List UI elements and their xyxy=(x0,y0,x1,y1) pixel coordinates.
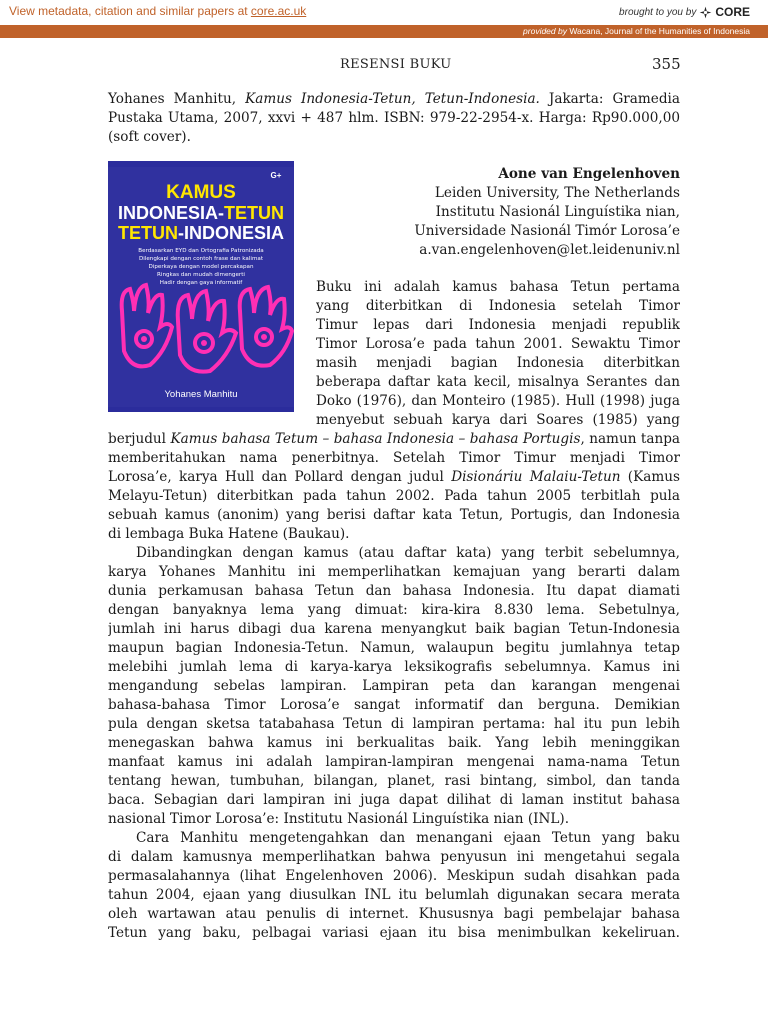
publisher-mark: G+ xyxy=(270,171,282,180)
provided-by-label: provided by xyxy=(523,26,567,36)
cover-title-line3b: -INDONESIA xyxy=(177,223,285,243)
brought-by-label: brought to you by xyxy=(619,6,697,18)
body-line: melebihi jumlah lema di karya-karya leksikografis sebelumnya. Kamus ini xyxy=(108,659,680,675)
body-line: jumlah ini harus dibagi dua karena menyangkut baik bagian Tetun-Indonesia xyxy=(108,621,680,637)
reviewer-name: Aone van Engelenhoven xyxy=(498,166,680,182)
review-body xyxy=(108,278,680,943)
italic-title: Disionáriu Malaiu-Tetun xyxy=(451,469,621,485)
citation-line: Yohanes Manhitu, Kamus Indonesia-Tetun, Tetun-Indonesia. Jakarta: Gramedia xyxy=(108,91,680,107)
brought-by[interactable] xyxy=(619,5,750,19)
running-head-title: RESENSI BUKU xyxy=(340,57,452,72)
body-line: tahun 2004, ejaan yang diusulkan INL itu belumlah digunakan secara merata xyxy=(108,887,680,903)
body-line: oleh wartawan atau penulis di internet. Khususnya bagi pembelajar bahasa xyxy=(108,906,680,922)
body-line: maupun bagian Indonesia-Tetun. Namun, walaupun begitu jumlahnya tetap xyxy=(108,640,680,656)
body-line: masih menjadi bagian Indonesia diterbitkan xyxy=(316,355,680,371)
body-line: Tetun yang baku, pelbagai variasi ejaan itu bisa menimbulkan kekeliruan. xyxy=(108,925,680,941)
body-line: baca. Sebagian dari lampiran ini juga dapat dilihat di laman institut bahasa xyxy=(108,792,680,808)
italic-title: Kamus Indonesia-Tetun, Tetun-Indonesia. xyxy=(245,91,540,107)
body-line: sebuah kamus (anonim) yang berisi daftar kata Tetun, Portugis, dan Indonesia xyxy=(108,507,680,523)
body-line: beberapa daftar kata kecil, misalnya Serantes dan xyxy=(316,374,680,390)
body-line: tentang hewan, tumbuhan, bilangan, planet, rasi bintang, simbol, dan tanda xyxy=(108,773,680,789)
body-line: dengan banyaknya lema yang dimuat: kira-kira 8.830 lema. Sebetulnya, xyxy=(108,602,680,618)
cover-blurb: Dilengkapi dengan contoh frase dan kalimat xyxy=(138,256,264,262)
provided-by-text[interactable] xyxy=(523,26,750,36)
body-line: Doko (1976), dan Monteiro (1985). Hull (1998) juga xyxy=(316,393,680,409)
body-line: yang diterbitkan di Indonesia setelah Timor xyxy=(316,298,680,314)
cover-blurb: Diperkaya dengan model percakapan xyxy=(148,264,254,270)
cover-title-line2 xyxy=(118,203,284,223)
body-line: dunia perkamusan bahasa Tetun dan bahasa Indonesia. Itu dapat diamati xyxy=(108,583,680,599)
body-line: pula dengan sketsa tatabahasa Tetun di lampiran pertama: hal itu pun lebih xyxy=(108,716,680,732)
body-line: Cara Manhitu mengetengahkan dan menangani ejaan Tetun yang baku xyxy=(136,830,680,846)
reviewer-email: a.van.engelenhoven@let.leidenuniv.nl xyxy=(419,242,680,258)
cover-blurb: Berdasarkan EYD dan Ortografia Patronizada xyxy=(138,248,264,254)
core-brand: CORE xyxy=(715,5,750,19)
body-line: menyebut sebuah karya dari Soares (1985) yang xyxy=(316,412,680,428)
body-line: memberitahukan nama penerbitnya. Setelah Timor Timur menjadi Timor xyxy=(108,450,680,466)
citation-line: (soft cover). xyxy=(108,129,191,145)
core-link-anchor[interactable]: core.ac.uk xyxy=(250,4,307,18)
cover-title-line2a: INDONESIA- xyxy=(117,203,225,223)
body-line: mengandung sebelas lampiran. Lampiran peta dan karangan mengenai xyxy=(108,678,680,694)
body-line: Melayu-Tetun) diterbitkan pada tahun 2002. Pada tahun 2005 terbitlah pula xyxy=(108,488,680,504)
body-line: menegaskan bahwa kamus ini berkualitas baik. Yang lebih meninggikan xyxy=(108,735,680,751)
body-line: Timur lepas dari Indonesia menjadi republik xyxy=(316,317,680,333)
body-line: di dalam kamusnya memperlihatkan bahwa penyusun ini mengetahui segala xyxy=(108,849,680,865)
reviewer-affiliation: Universidade Nasionál Timór Lorosa’e xyxy=(414,223,680,239)
italic-title: Kamus bahasa Tetum – bahasa Indonesia – bahasa Portugis xyxy=(170,431,581,447)
reviewer-block xyxy=(314,165,680,260)
cover-title-line3 xyxy=(118,223,284,243)
body-line: Dibandingkan dengan kamus (atau daftar kata) yang terbit sebelumnya, xyxy=(136,545,680,561)
provided-by-source: Wacana, Journal of the Humanities of Indonesia xyxy=(566,26,750,36)
core-logo-icon xyxy=(699,6,712,19)
body-line: Lorosa’e, karya Hull dan Pollard dengan judul Disionáriu Malaiu-Tetun (Kamus xyxy=(108,469,680,485)
cover-title-line1: KAMUS xyxy=(166,182,236,203)
body-line: bahasa-bahasa Timor Lorosa’e sangat informatif dan berguna. Demikian xyxy=(108,697,680,713)
reviewer-affiliation: Institutu Nasionál Linguístika nian, xyxy=(435,204,680,220)
core-banner xyxy=(0,0,768,24)
cover-blurb: Ringkas dan mudah dimengerti xyxy=(157,272,245,278)
cover-blurb: Hadir dengan gaya informatif xyxy=(159,280,243,286)
reviewer-affiliation: Leiden University, The Netherlands xyxy=(434,185,680,201)
core-metadata-link[interactable] xyxy=(9,4,306,18)
body-line: di lembaga Buka Hatene (Baukau). xyxy=(108,526,350,542)
citation-line: Pustaka Utama, 2007, xxvi + 487 hlm. ISBN: 979-22-2954-x. Harga: Rp90.000,00 xyxy=(108,110,680,126)
body-line: Buku ini adalah kamus bahasa Tetun pertama xyxy=(316,279,680,295)
cover-author: Yohanes Manhitu xyxy=(164,389,238,400)
body-line: manfaat kamus ini adalah lampiran-lampiran mengenai nama-nama Tetun xyxy=(108,754,680,770)
cover-title-line3a: TETUN xyxy=(117,223,178,243)
body-line: berjudul Kamus bahasa Tetum – bahasa Indonesia – bahasa Portugis, namun tanpa xyxy=(108,431,680,447)
core-link-prefix: View metadata, citation and similar papers at xyxy=(9,4,251,18)
cover-title-line2b: TETUN xyxy=(224,203,285,223)
page-number: 355 xyxy=(652,55,681,73)
book-citation xyxy=(108,90,680,147)
body-line: nasional Timor Lorosa’e: Institutu Nasionál Linguístika nian (INL). xyxy=(108,811,570,827)
body-line: karya Yohanes Manhitu ini memperlihatkan kemajuan yang berarti dalam xyxy=(108,564,680,580)
body-line: Timor Lorosa’e pada tahun 2001. Sewaktu Timor xyxy=(316,336,680,352)
body-line: permasalahannya (lihat Engelenhoven 2006). Meskipun sudah disahkan pada xyxy=(108,868,680,884)
